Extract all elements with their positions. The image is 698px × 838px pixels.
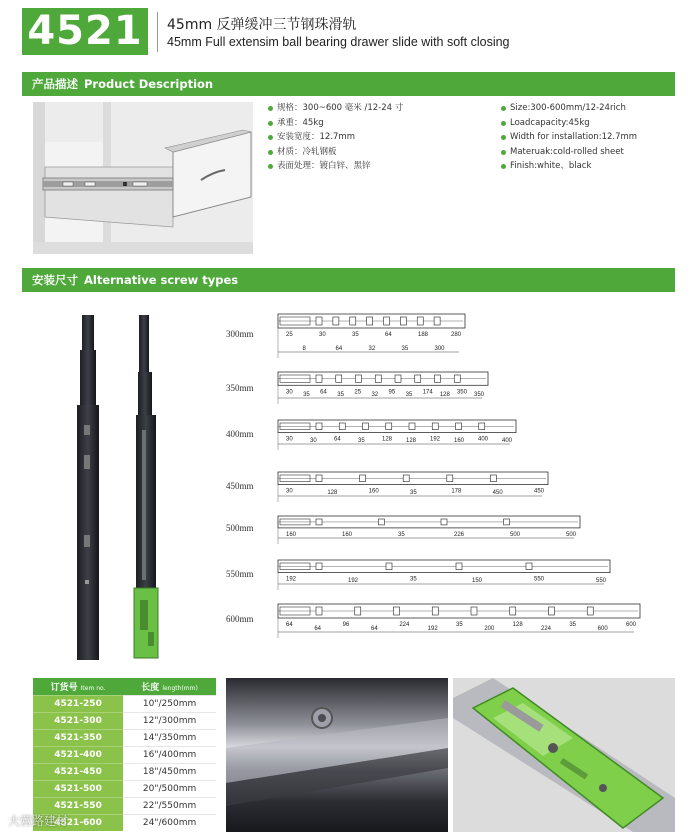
screw-hole	[490, 475, 496, 482]
screw-hole	[434, 317, 440, 325]
dimension-label: 64	[334, 436, 341, 443]
dimension-label: 160	[454, 438, 465, 444]
screw-hole	[316, 375, 322, 382]
dimension-label: 64	[314, 626, 322, 632]
item-length: 24"/600mm	[123, 814, 216, 831]
screw-hole	[333, 317, 339, 325]
item-code: 4521-400	[33, 746, 123, 763]
dimension-label: 30	[286, 488, 293, 495]
table-row	[33, 712, 216, 729]
dimension-label: 192	[430, 436, 441, 443]
dimension-label: 224	[399, 622, 410, 628]
size-label: 550mm	[226, 569, 254, 579]
column-header-length: 长度 length(mm)	[123, 678, 216, 695]
rail-closeup-photo	[226, 678, 448, 832]
dimension-label: 64	[286, 622, 293, 628]
dimension-label: 300	[434, 346, 445, 352]
screw-hole	[432, 607, 438, 615]
slide-product-photos	[60, 310, 210, 670]
screw-hole	[386, 423, 392, 430]
drawer-illustration	[33, 102, 253, 254]
dimension-label: 160	[342, 532, 353, 538]
dimension-label: 400	[478, 436, 489, 443]
dimension-label: 30	[319, 332, 326, 338]
soft-close-mechanism-photo	[453, 678, 675, 832]
dimension-label: 160	[286, 531, 297, 538]
screw-hole	[316, 563, 322, 570]
dimension-label: 35	[456, 622, 463, 628]
size-label: 450mm	[226, 481, 254, 491]
dimension-label: 25	[286, 332, 293, 338]
screw-hole	[356, 375, 362, 382]
screw-hole	[363, 423, 369, 430]
spec-list-en	[501, 101, 637, 174]
diagram-600mm	[276, 600, 646, 640]
dimension-label: 226	[454, 532, 465, 538]
screw-hole	[394, 607, 400, 615]
dimension-label: 600	[597, 626, 608, 632]
screw-hole	[403, 475, 409, 482]
size-label: 400mm	[226, 429, 254, 439]
screw-hole	[384, 317, 390, 325]
spec-item: Size:300-600mm/12-24rich	[501, 101, 637, 116]
diagram-450mm	[276, 468, 554, 504]
table-row	[33, 729, 216, 746]
dimension-label: 35	[352, 332, 359, 338]
screw-hole	[549, 607, 555, 615]
column-header-item-no: 订货号 Item no.	[33, 678, 123, 695]
section-title-cn: 安装尺寸	[32, 273, 78, 287]
dimension-label: 128	[406, 438, 417, 444]
screw-hole	[316, 475, 322, 482]
screw-hole	[316, 317, 322, 325]
item-code: 4521-450	[33, 763, 123, 780]
item-length: 16"/400mm	[123, 746, 216, 763]
table-row	[33, 763, 216, 780]
dimension-label: 64	[371, 626, 378, 632]
diagram-400mm	[276, 416, 522, 452]
dimension-label: 174	[422, 389, 433, 396]
screw-hole	[415, 375, 421, 382]
dimension-label: 128	[382, 436, 393, 443]
dimension-label: 150	[472, 578, 483, 584]
product-title-en: 45mm Full extensim ball bearing drawer slide with soft closing	[167, 35, 510, 49]
dimension-label: 30	[286, 436, 293, 443]
screw-hole	[367, 317, 373, 325]
dimension-label: 64	[385, 332, 392, 338]
screw-hole	[336, 375, 342, 382]
dimension-label: 450	[492, 490, 503, 496]
screw-hole	[386, 563, 392, 570]
dimension-label: 192	[286, 576, 297, 583]
screw-hole	[375, 375, 381, 382]
item-code: 4521-350	[33, 729, 123, 746]
screw-hole	[479, 423, 485, 430]
screw-hole	[471, 607, 477, 615]
dimension-label: 64	[320, 389, 327, 396]
screw-hole	[316, 607, 322, 615]
spec-item: Finish:white、black	[501, 159, 637, 174]
title-divider	[157, 12, 158, 52]
spec-item: 承重：45kg	[268, 116, 403, 131]
spec-item: 材质：冷轧钢板	[268, 145, 403, 160]
table-row	[33, 780, 216, 797]
dimension-label: 600	[626, 622, 637, 628]
section-bar-description	[22, 72, 675, 96]
dimension-label: 35	[405, 392, 413, 398]
model-number: 4521	[22, 8, 148, 55]
screw-hole	[355, 607, 361, 615]
item-length: 22"/550mm	[123, 797, 216, 814]
screw-hole	[510, 607, 516, 615]
dimension-label: 128	[439, 392, 450, 398]
dimension-label: 32	[368, 346, 376, 352]
screw-hole	[316, 423, 322, 430]
item-length: 12"/300mm	[123, 712, 216, 729]
table-row	[33, 746, 216, 763]
dimension-label: 160	[368, 488, 379, 495]
section-title-cn: 产品描述	[32, 77, 78, 91]
dimension-label: 192	[348, 578, 359, 584]
screw-hole	[456, 423, 462, 430]
screw-hole	[360, 475, 366, 482]
size-label: 500mm	[226, 523, 254, 533]
dimension-label: 224	[541, 626, 552, 632]
spec-item: Width for installation:12.7mm	[501, 130, 637, 145]
dimension-label: 128	[327, 490, 338, 496]
dimension-label: 550	[534, 576, 545, 583]
spec-item: 安装宽度：12.7mm	[268, 130, 403, 145]
item-code: 4521-550	[33, 797, 123, 814]
screw-hole	[456, 563, 462, 570]
dimension-label: 64	[335, 346, 343, 352]
screw-hole	[454, 375, 460, 382]
size-label: 300mm	[226, 329, 254, 339]
order-table	[33, 678, 216, 831]
item-code: 4521-300	[33, 712, 123, 729]
size-label: 600mm	[226, 614, 254, 624]
screw-hole	[447, 475, 453, 482]
screw-hole	[504, 519, 510, 525]
dimension-label: 35	[410, 490, 417, 496]
spec-item: 规格：300~600 毫米 /12-24 寸	[268, 101, 403, 116]
screw-hole	[587, 607, 593, 615]
diagram-550mm	[276, 556, 616, 592]
screw-hole	[441, 519, 447, 525]
spec-item: Materuak:cold-rolled sheet	[501, 145, 637, 160]
item-code: 4521-600	[33, 814, 123, 831]
screw-hole	[409, 423, 415, 430]
item-length: 10"/250mm	[123, 695, 216, 712]
screw-hole	[350, 317, 356, 325]
table-row	[33, 695, 216, 712]
dimension-label: 35	[401, 346, 409, 352]
dimension-label: 550	[596, 578, 607, 584]
screw-hole	[316, 519, 322, 525]
item-length: 14"/350mm	[123, 729, 216, 746]
diagram-500mm	[276, 512, 586, 546]
dimension-label: 35	[303, 392, 310, 398]
dimension-label: 35	[398, 531, 405, 538]
dimension-label: 35	[410, 576, 417, 583]
diagram-350mm	[276, 368, 494, 406]
dimension-label: 400	[502, 438, 513, 444]
item-code: 4521-500	[33, 780, 123, 797]
section-title-en: Product Description	[84, 77, 214, 91]
dimension-label: 280	[451, 332, 462, 338]
screw-hole	[432, 423, 438, 430]
section-bar-screw-types	[22, 268, 675, 292]
dimension-label: 350	[456, 389, 467, 396]
dimension-label: 128	[512, 622, 523, 628]
dimension-label: 192	[427, 626, 438, 632]
screw-hole	[379, 519, 385, 525]
dimension-label: 35	[337, 392, 344, 398]
screw-hole	[339, 423, 345, 430]
dimension-label: 500	[510, 531, 521, 538]
dimension-label: 200	[484, 626, 495, 632]
dimension-label: 35	[358, 438, 365, 444]
dimension-label: 32	[371, 392, 379, 398]
section-title-en: Alternative screw types	[84, 273, 239, 287]
screw-hole	[395, 375, 401, 382]
dimension-label: 178	[451, 488, 462, 495]
dimension-label: 188	[418, 332, 429, 338]
watermark: 大营路建材	[8, 814, 69, 828]
dimension-label: 30	[286, 389, 293, 396]
item-length: 20"/500mm	[123, 780, 216, 797]
screw-hole	[417, 317, 423, 325]
size-label: 350mm	[226, 383, 254, 393]
dimension-label: 25	[354, 389, 362, 396]
dimension-label: 95	[388, 389, 396, 396]
dimension-label: 450	[534, 488, 545, 495]
screw-hole	[435, 375, 441, 382]
item-length: 18"/450mm	[123, 763, 216, 780]
dimension-label: 30	[310, 438, 317, 444]
spec-item: 表面处理：镀白锌、黑锌	[268, 159, 403, 174]
dimension-label: 96	[342, 622, 350, 628]
screw-hole	[526, 563, 532, 570]
product-title-cn: 45mm 反弹缓冲三节钢珠滑轨	[167, 17, 357, 33]
dimension-label: 500	[566, 532, 577, 538]
dimension-label: 8	[302, 346, 306, 352]
item-code: 4521-250	[33, 695, 123, 712]
dimension-label: 350	[474, 392, 485, 398]
spec-list-cn	[268, 101, 403, 174]
dimension-label: 35	[569, 622, 577, 628]
screw-hole	[400, 317, 406, 325]
spec-item: Loadcapacity:45kg	[501, 116, 637, 131]
diagram-300mm	[276, 310, 471, 360]
